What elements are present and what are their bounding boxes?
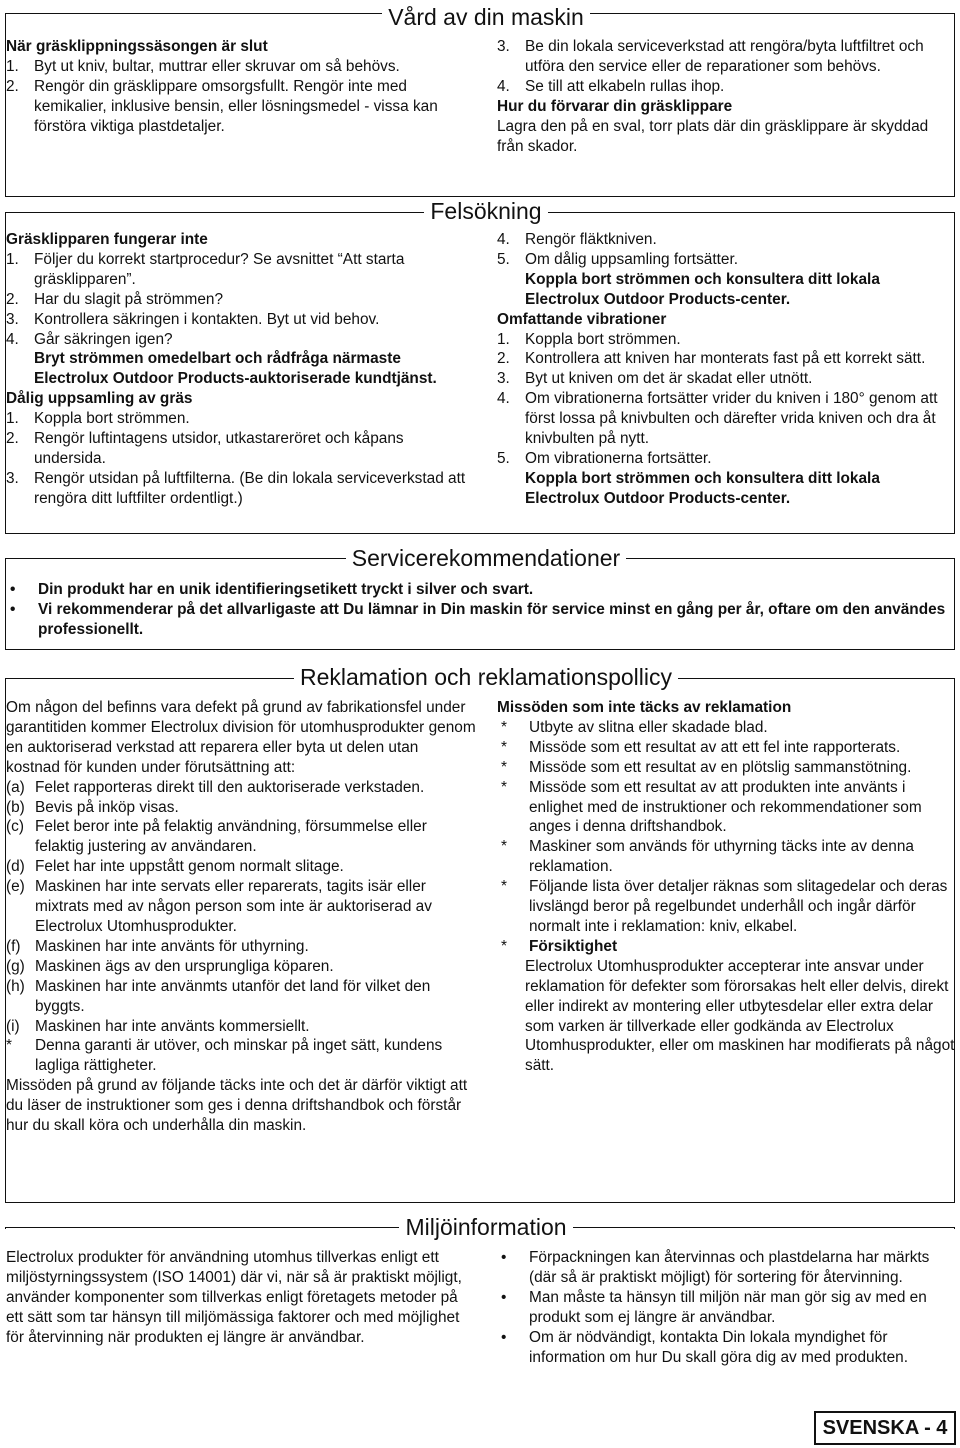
list-item: 4. Går säkringen igen? [6,330,173,348]
list-item: (e) Maskinen har inte servats eller reparerats, tagits isär eller mixtrats med av någon person som inte är auktoriserad av Electrolux Utomhusprodukter. [6,878,432,935]
list-item: (a) Felet rapporteras direkt till den auktoriserade verkstaden. [6,778,425,796]
troubleshooting-left-column [6,230,476,509]
warranty-right-column [497,698,955,1076]
care-right-column [497,37,952,156]
page-footer: SVENSKA - 4 [814,1411,956,1445]
environment-right-column [497,1248,955,1367]
list-item: * Missöde som ett resultat av att produkten inte använts i enlighet med de instruktioner och rekommendationer som anges i denna driftshandbok. [501,778,922,836]
list-item: (g) Maskinen ägs av den ursprungliga köparen. [6,957,334,975]
environment-text: Electrolux produkter för användning utomhus tillverkas enligt ett miljöstyrningssystem (ISO 14001) där vi, när så är praktiskt möjligt, använder komponenter som tillverkas enligt företagets metoder på ett sätt som tar hänsyn till miljömässiga faktorer och med möjlighet för återvinning när produkten ej längre är användbar. [6,1249,462,1346]
list-item: * Maskiner som används för uthyrning täcks inte av denna reklamation. [501,838,914,876]
storage-title: Hur du förvarar din gräsklippare [497,97,733,115]
list-item: (b) Bevis på inköp visas. [6,798,179,816]
bullet-item: • Man måste ta hänsyn till miljön när man gör sig av med en produkt som ej längre är användbar. [497,1288,955,1328]
bullet-item: • Vi rekommenderar på det allvarligaste att Du lämnar in Din maskin för service minst en gång per år, oftare om den användes professionellt. [6,600,946,640]
warning-text: Koppla bort strömmen och konsultera ditt lokala Electrolux Outdoor Products-center. [525,469,880,507]
care-left-title: När gräsklippningssäsongen är slut [6,38,268,55]
list-item: (d) Felet har inte uppstått genom normalt slitage. [6,858,344,876]
warning-text: Bryt strömmen omedelbart och rådfråga närmaste Electrolux Outdoor Products-auktoriserade kundtjänst. [34,350,437,388]
list-item: 4. Om vibrationerna fortsätter vrider du kniven i 180° genom att först lossa på knivbulten och därefter vrida kniven och dra åt knivbulten på nytt. [497,390,938,448]
bullet-icon: • [501,1249,507,1266]
bullet-item: • Förpackningen kan återvinnas och plastdelarna har märkts (där så är praktiskt möjligt) för sortering för återvinning. [497,1248,955,1288]
list-item: 4. Rengör fläktkniven. [497,231,657,248]
service-heading: Servicerekommendationer [0,545,960,571]
list-item: * Missöde som ett resultat av att ett fel inte rapporterats. [501,738,901,756]
list-item: 3. Be din lokala serviceverkstad att rengöra/byta luftfiltret och utföra den service eller de reparationer som behövs. [497,38,924,75]
warranty-right-title: Missöden som inte täcks av reklamation [497,699,792,716]
list-item: 2. Rengör din gräsklippare omsorgsfullt. Rengör inte med kemikalier, inklusive bensin, eller lösningsmedel - vissa kan förstöra viktiga plastdetaljer. [6,77,438,135]
bullet-icon: • [501,1328,507,1346]
storage-text: Lagra den på en sval, torr plats där din gräsklippare är skyddad från skador. [497,117,929,155]
troubleshooting-title-2: Dålig uppsamling av gräs [6,390,193,408]
list-item: * Följande lista över detaljer räknas som slitagedelar och deras livslängd beror på regelbundet underhåll och ingår därför normalt inte i reklamation: kniv, elkabel. [501,878,948,935]
warning-text: Koppla bort strömmen och konsultera ditt lokala Electrolux Outdoor Products-center. [525,270,880,308]
list-item: 2. Rengör luftintagens utsidor, utkastareröret och kåpans undersida. [6,430,404,467]
troubleshooting-heading: Felsökning [0,198,960,224]
environment-heading: Miljöinformation [0,1214,960,1240]
bullet-item: • Din produkt har en unik identifieringsetikett tryckt i silver och svart. [6,580,946,600]
list-item: 3. Rengör utsidan på luftfilterna. (Be din lokala serviceverkstad att rengöra ditt luftfilter ordentligt.) [6,469,466,507]
bullet-icon: • [10,600,16,618]
list-item: * Missöde som ett resultat av en plötslig sammanstötning. [501,758,912,776]
troubleshooting-title-1: Gräsklipparen fungerar inte [6,231,208,248]
list-item: 1. Koppla bort strömmen. [497,330,681,348]
list-item: (h) Maskinen har inte använmts utanför det land för vilket den byggts. [6,977,431,1015]
caution-text: Electrolux Utomhusprodukter accepterar inte ansvar under reklamation för defekter som förorsakas helt eller delvis, direkt eller indirekt av montering eller utbytesdelar eller extra delar som varken är tillverkade eller godkända av Electrolux Utomhusprodukter, eller om maskinen har modifierats på något sätt. [525,957,955,1075]
list-item: (c) Felet beror inte på felaktig användning, försummelse eller felaktig justering av användaren. [6,818,427,856]
list-item: 2. Har du slagit på strömmen? [6,290,224,308]
care-heading: Vård av din maskin [0,4,960,30]
list-item: * Utbyte av slitna eller skadade blad. [501,718,768,736]
warranty-heading: Reklamation och reklamationspollicy [0,664,960,690]
list-item: 3. Kontrollera säkringen i kontakten. Byt ut vid behov. [6,310,380,328]
bullet-icon: • [10,581,16,598]
list-item: 4. Se till att elkabeln rullas ihop. [497,77,725,95]
list-item: 2. Kontrollera att kniven har monterats fast på ett korrekt sätt. [497,350,926,368]
list-item: 5. Om vibrationerna fortsätter. [497,449,712,467]
care-left-column [6,37,476,137]
troubleshooting-right-column [497,230,955,509]
bullet-icon: • [501,1288,507,1306]
environment-left-column [6,1248,476,1348]
list-item: 1. Koppla bort strömmen. [6,410,190,428]
list-item: (f) Maskinen har inte använts för uthyrning. [6,937,309,955]
service-list [6,580,946,640]
caution-item: * Försiktighet [501,937,618,955]
list-item: 3. Byt ut kniven om det är skadat eller utnött. [497,370,813,388]
warranty-outro: Missöden på grund av följande täcks inte och det är därför viktigt att du läser de instruktioner som ges i denna driftshandbok och förstår hur du skall köra och underhålla din maskin. [6,1077,468,1135]
troubleshooting-title-3: Omfattande vibrationer [497,310,667,328]
list-item: 1. Byt ut kniv, bultar, muttrar eller skruvar om så behövs. [6,57,400,75]
warranty-intro: Om någon del befinns vara defekt på grund av fabrikationsfel under garantitiden kommer Electrolux division för utomhusprodukter genom en auktoriserad verkstad att reparera eller byta ut delen utan kostnad för kunden under förutsättning att: [6,699,476,776]
list-item: 5. Om dålig uppsamling fortsätter. [497,250,739,268]
list-item: (i) Maskinen har inte använts kommersiellt. [6,1017,310,1035]
bullet-item: • Om är nödvändigt, kontakta Din lokala myndighet för information om hur Du skall göra dig av med produkten. [497,1328,955,1368]
list-item: * Denna garanti är utöver, och minskar på inget sätt, kundens lagliga rättigheter. [6,1037,443,1075]
warranty-left-column [6,698,476,1136]
list-item: 1. Följer du korrekt startprocedur? Se avsnittet “Att starta gräsklipparen”. [6,250,405,288]
